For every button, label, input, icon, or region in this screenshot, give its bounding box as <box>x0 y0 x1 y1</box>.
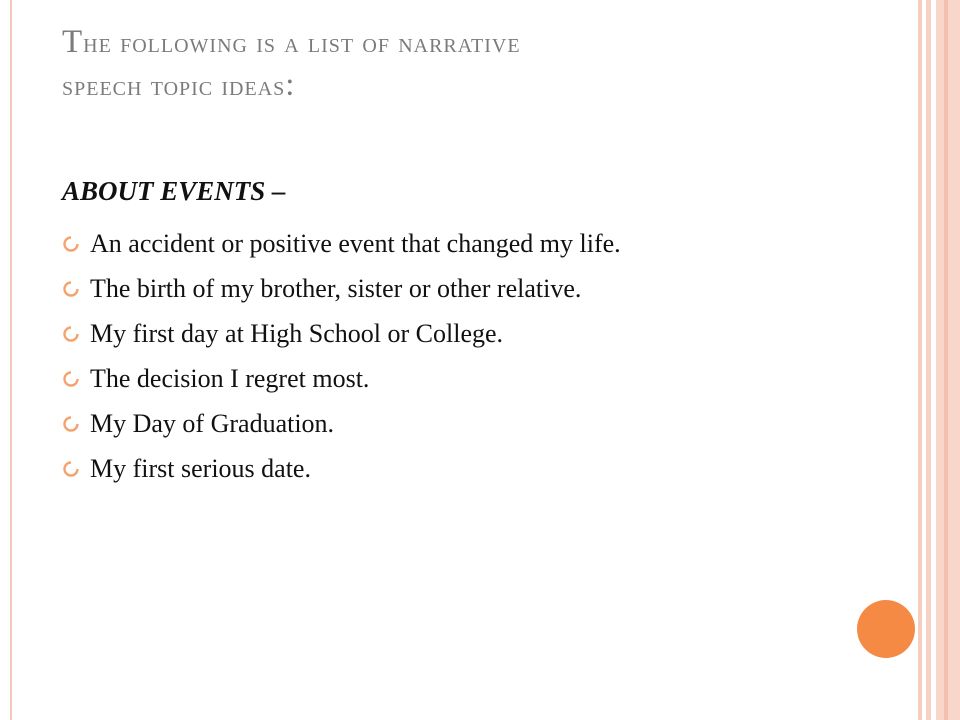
decorative-stripe <box>944 0 948 720</box>
slide-title <box>62 22 882 108</box>
section-heading-dash: – <box>265 176 286 206</box>
list-item-text: My first day at High School or College. <box>90 319 504 348</box>
ring-bullet-icon <box>62 325 80 343</box>
decorative-stripe <box>926 0 931 720</box>
section-heading <box>62 176 286 207</box>
list-item <box>62 451 862 486</box>
list-item <box>62 271 862 306</box>
ring-bullet-icon <box>62 460 80 478</box>
list-item <box>62 361 862 396</box>
ring-bullet-icon <box>62 280 80 298</box>
decorative-circle <box>857 600 915 658</box>
title-colon: : <box>285 67 296 103</box>
title-line-2: speech topic ideas <box>62 70 286 102</box>
title-initial: T <box>62 24 84 60</box>
list-item <box>62 316 862 351</box>
ring-bullet-icon <box>62 415 80 433</box>
list-item-text: The birth of my brother, sister or other relative. <box>90 274 582 303</box>
list-item-text: An accident or positive event that changed my life. <box>90 229 621 258</box>
list-item <box>62 226 862 261</box>
ring-bullet-icon <box>62 235 80 253</box>
list-item <box>62 406 862 441</box>
list-item-text: The decision I regret most. <box>90 364 370 393</box>
title-line-1: he following is a list of narrative <box>83 27 521 59</box>
topic-list <box>62 226 862 496</box>
list-item-text: My first serious date. <box>90 454 311 483</box>
section-heading-text: ABOUT EVENTS <box>62 176 266 206</box>
list-item-text: My Day of Graduation. <box>90 409 335 438</box>
ring-bullet-icon <box>62 370 80 388</box>
decorative-stripe <box>918 0 922 720</box>
decorative-stripe <box>936 0 960 720</box>
frame-left-line <box>10 0 12 720</box>
